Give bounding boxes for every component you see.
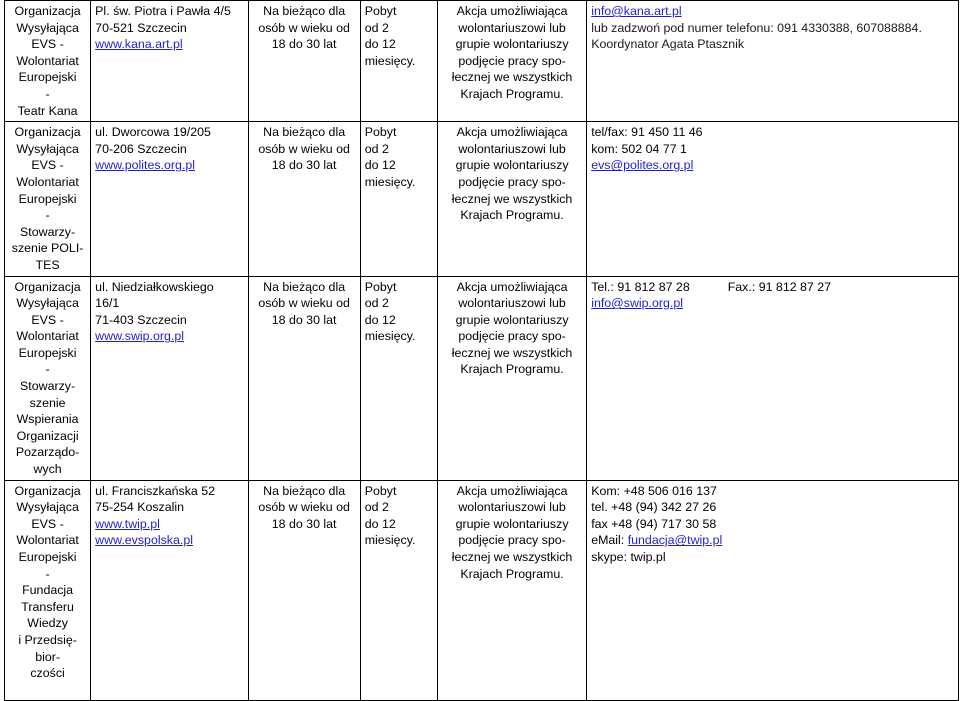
action-description-cell: Akcja umożliwiająca wolontariuszowi lub grupie wolontariuszy podjęcie pracy spo- łecznej we wszystkich Krajach Programu. [437,122,586,276]
email-link[interactable]: evs@polites.org.pl [591,158,694,173]
skype-contact: skype: twip.pl [591,550,666,564]
address-cell: Pl. św. Piotra i Pawła 4/5 70-521 Szczecin www.kana.art.pl [91,1,248,122]
table-row [5,1,959,122]
stay-duration-cell: Pobyt od 2 do 12 miesięcy. [360,276,437,480]
stay-duration-cell: Pobyt od 2 do 12 miesięcy. [360,122,437,276]
eligibility-cell: Na bieżąco dla osób w wieku od 18 do 30 lat [248,276,360,480]
email-link[interactable]: info@kana.art.pl [591,4,682,18]
table-row [5,480,959,700]
contact-cell [587,276,959,480]
eligibility-cell: Na bieżąco dla osób w wieku od 18 do 30 lat [248,122,360,276]
contact-cell: Kom: +48 506 016 137 tel. +48 (94) 342 27 26 fax +48 (94) 717 30 58 eMail: fundacja@twip.pl skype: twip.pl [587,480,959,700]
email-link[interactable]: info@swip.org.pl [591,296,683,311]
table-row [5,122,959,276]
action-description-cell: Akcja umożliwiająca wolontariuszowi lub grupie wolontariuszy podjęcie pracy spo- łecznej we wszystkich Krajach Programu. [437,276,586,480]
fax-number: Fax.: 91 812 87 27 [727,279,832,294]
table-row [5,276,959,480]
organization-name-cell: Organizacja Wysyłająca EVS - Wolontariat Europejski - Fundacja Transferu Wiedzy i Przedsię- bior- czości [5,480,91,700]
stay-duration-cell: Pobyt od 2 do 12 miesięcy. [360,480,437,700]
contact-cell: info@kana.art.pl lub zadzwoń pod numer telefonu: 091 4330388, 607088884. Koordynator Agata Ptasznik [587,1,959,122]
website-link[interactable]: www.swip.org.pl [95,329,184,344]
website-link[interactable]: www.twip.pl [95,516,160,531]
organization-name-cell: Organizacja Wysyłająca EVS - Wolontariat Europejski - Teatr Kana [5,1,91,122]
website-link[interactable]: www.polites.org.pl [95,158,196,173]
email-link[interactable]: fundacja@twip.pl [627,533,723,548]
website-link[interactable]: www.kana.art.pl [95,37,183,52]
eligibility-cell: Na bieżąco dla osób w wieku od 18 do 30 lat [248,1,360,122]
phone-number: Tel.: 91 812 87 28 [591,279,690,294]
address-cell: ul. Niedziałkowskiego 16/1 71-403 Szczecin www.swip.org.pl [91,276,248,480]
eligibility-cell: Na bieżąco dla osób w wieku od 18 do 30 lat [248,480,360,700]
address-cell: ul. Franciszkańska 52 75-254 Koszalin www.twip.pl www.evspolska.pl [91,480,248,700]
email-label: eMail: [591,533,628,548]
organization-name-cell: Organizacja Wysyłająca EVS - Wolontariat Europejski - Stowarzy- szenie Wspierania Organizacji Pozarządo- wych [5,276,91,480]
address-cell: ul. Dworcowa 19/205 70-206 Szczecin www.polites.org.pl [91,122,248,276]
organizations-table [4,0,959,701]
action-description-cell: Akcja umożliwiająca wolontariuszowi lub grupie wolontariuszy podjęcie pracy spo- łecznej we wszystkich Krajach Programu. [437,1,586,122]
contact-cell: tel/fax: 91 450 11 46 kom: 502 04 77 1 evs@polites.org.pl [587,122,959,276]
stay-duration-cell: Pobyt od 2 do 12 miesięcy. [360,1,437,122]
website-link[interactable]: www.evspolska.pl [95,533,193,548]
organization-name-cell: Organizacja Wysyłająca EVS - Wolontariat Europejski - Stowarzy- szenie POLI- TES [5,122,91,276]
action-description-cell: Akcja umożliwiająca wolontariuszowi lub grupie wolontariuszy podjęcie pracy spo- łecznej we wszystkich Krajach Programu. [437,480,586,700]
